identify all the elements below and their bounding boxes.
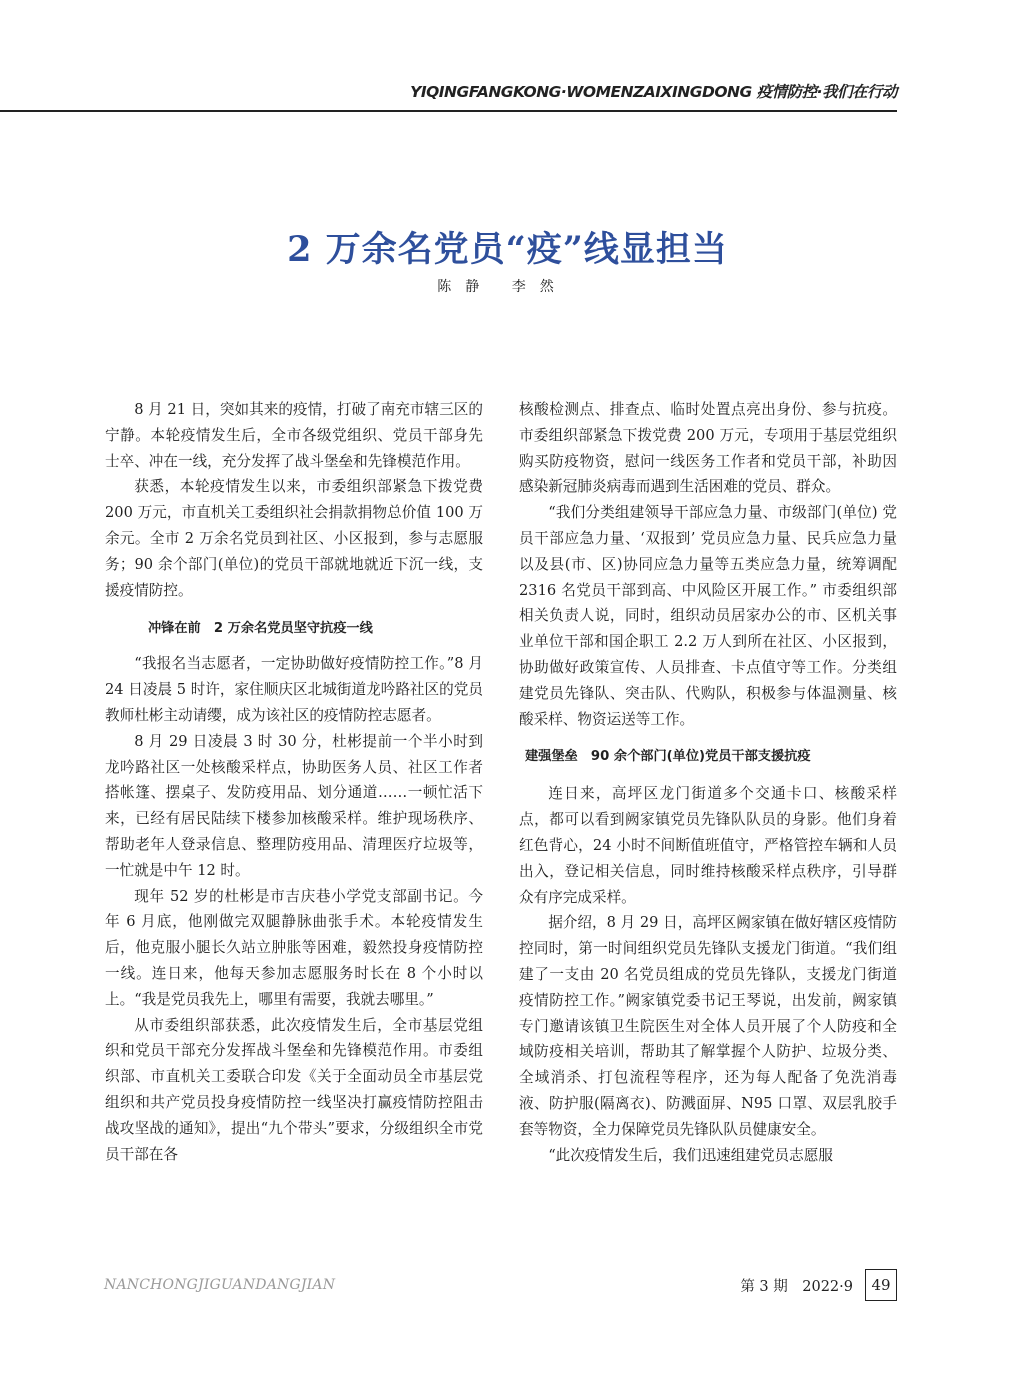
paragraph: 获悉，本轮疫情发生以来，市委组织部紧急下拨党费 200 万元，市直机关工委组织社会捐款捐物总价值 100 万余元。全市 2 万余名党员到社区、小区报到，参与志愿服务；90 余个部门(单位)的党员干部就地就近下沉一线，支援疫情防控。	[105, 478, 483, 599]
section-subhead: 冲锋在前 2 万余名党员坚守抗疫一线	[148, 621, 373, 637]
paragraph: 从市委组织部获悉，此次疫情发生后，全市基层党组织和党员干部充分发挥战斗堡垒和先锋模范作用。市委组织部、市直机关工委联合印发《关于全面动员全市基层党组织和共产党员投身疫情防控一线坚决打赢疫情防控阻击战攻坚战的通知》，提出“九个带头”要求，分级组织全市党员干部在各	[105, 1016, 483, 1163]
article-title: 2 万余名党员“疫”线显担当	[287, 229, 728, 270]
paragraph: 8 月 29 日凌晨 3 时 30 分，杜彬提前一个半小时到龙吟路社区一处核酸采样点，协助医务人员、社区工作者搭帐篷、摆桌子、发防疫用品、划分通道……一顿忙活下来，已经有居民陆续下楼参加核酸采样。维护现场秩序、帮助老年人登录信息、整理防疫用品、清理医疗垃圾等，一忙就是中午 12 时。	[105, 732, 483, 879]
article-authors: 陈静 李然	[437, 279, 568, 295]
paragraph: “我们分类组建领导干部应急力量、市级部门(单位) 党员干部应急力量、‘双报到’ 党员应急力量、民兵应急力量以及县(市、区)协同应急力量等五类应急力量，统筹调配 2316 名党员干部到高、中风险区开展工作。” 市委组织部相关负责人说，同时，组织动员居家办公的市、区机关事业单位干部和国企职工 2.2 万人到所在社区、小区报到，协助做好政策宣传、人员排查、卡点值守等工作。分类组建党员先锋队、突击队、代购队，积极参与体温测量、核酸采样、物资运送等工作。	[519, 504, 897, 728]
paragraph: “我报名当志愿者，一定协助做好疫情防控工作。”8 月 24 日凌晨 5 时许，家住顺庆区北城街道龙吟路社区的党员教师杜彬主动请缨，成为该社区的疫情防控志愿者。	[105, 655, 483, 724]
paragraph-continued: 核酸检测点、排查点、临时处置点亮出身份、参与抗疫。市委组织部紧急下拨党费 200 万元，专项用于基层党组织购买防疫物资，慰问一线医务工作者和党员干部，补助因感染新冠肺炎病毒而遇到生活困难的党员、群众。	[519, 401, 897, 496]
left-column	[105, 397, 483, 1167]
running-header	[0, 78, 897, 112]
running-header-title: YIQINGFANGKONG·WOMENZAIXINGDONG 疫情防控·我们在行动	[410, 83, 897, 101]
paragraph: 据介绍，8 月 29 日，高坪区阙家镇在做好辖区疫情防控同时，第一时间组织党员先锋队支援龙门街道。“我们组建了一支由 20 名党员组成的党员先锋队，支援龙门街道疫情防控工作。”阙家镇党委书记王琴说，出发前，阙家镇专门邀请该镇卫生院医生对全体人员开展了个人防疫和全域防疫相关培训，帮助其了解掌握个人防护、垃圾分类、全域消杀、打包流程等程序，还为每人配备了免洗消毒液、防护服(隔离衣)、防溅面屏、N95 口罩、双层乳胶手套等物资，全力保障党员先锋队队员健康安全。	[519, 914, 897, 1138]
paragraph: “此次疫情发生后，我们迅速组建党员志愿服	[548, 1146, 833, 1164]
footer-issue-info	[740, 1270, 897, 1300]
page-number: 49	[865, 1269, 897, 1301]
footer-journal-name: NANCHONGJIGUANDANGJIAN	[104, 1277, 336, 1293]
paragraph: 连日来，高坪区龙门街道多个交通卡口、核酸采样点，都可以看到阙家镇党员先锋队队员的身影。他们身着红色背心，24 小时不间断值班值守，严格管控车辆和人员出入，登记相关信息，同时维持核酸采样点秩序，引导群众有序完成采样。	[519, 785, 897, 906]
right-column	[519, 397, 897, 1168]
paragraph: 8 月 21 日，突如其来的疫情，打破了南充市辖三区的宁静。本轮疫情发生后，全市各级党组织、党员干部身先士卒、冲在一线，充分发挥了战斗堡垒和先锋模范作用。	[105, 401, 483, 470]
section-subhead: 建强堡垒 90 余个部门(单位)党员干部支援抗疫	[525, 749, 811, 765]
paragraph: 现年 52 岁的杜彬是市吉庆巷小学党支部副书记。今年 6 月底，他刚做完双腿静脉曲张手术。本轮疫情发生后，他克服小腿长久站立肿胀等困难，毅然投身疫情防控一线。连日来，他每天参加志愿服务时长在 8 个小时以上。“我是党员我先上，哪里有需要，我就去哪里。”	[105, 887, 483, 1008]
footer-issue: 第 3 期 2022·9	[740, 1278, 853, 1295]
